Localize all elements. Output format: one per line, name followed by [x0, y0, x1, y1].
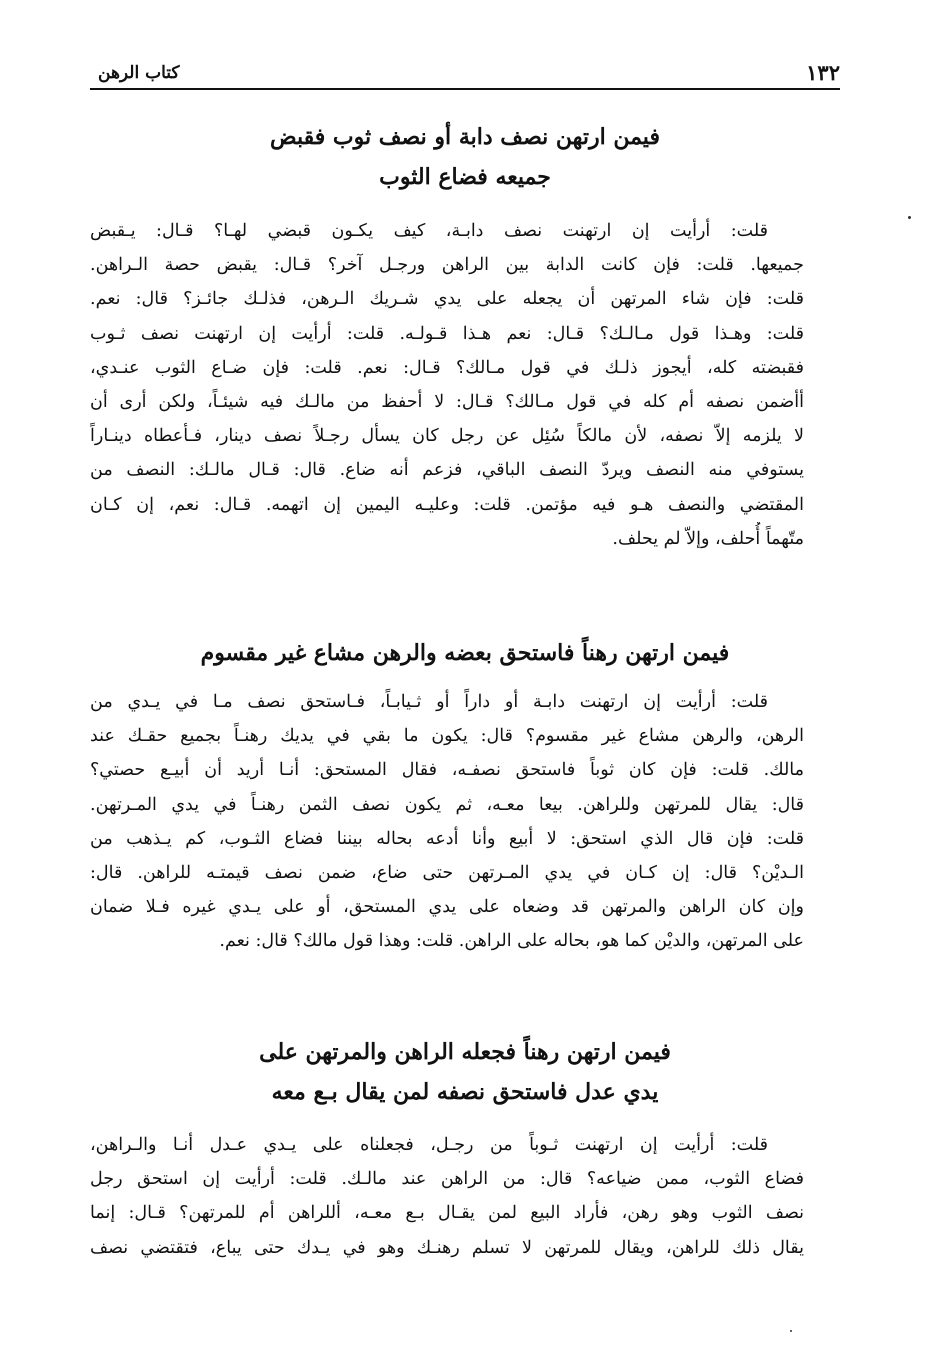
text-line: جميعها. قلت: فإن كانت الدابة بين الراهن ورجـل آخر؟ قـال: يقبض حصة الـراهن.	[90, 255, 804, 276]
section-3	[90, 1032, 840, 1265]
section-3-paragraph	[90, 1128, 840, 1265]
document-page	[90, 0, 840, 1361]
heading-line: فيمن ارتهن نصف دابة أو نصف ثوب فقبض	[270, 124, 660, 150]
section-1-heading	[90, 117, 840, 197]
section-3-heading	[90, 1032, 840, 1112]
text-line: قلت: أرأيت إن ارتهنت ثـوباً من رجـل، فجعلناه على يـدي عـدل أنـا والـراهن،	[90, 1135, 768, 1155]
section-1-paragraph	[90, 214, 840, 556]
text-line: لا يلزمه إلاّ نصفه، لأن مالكاً سُئِل عن رجل كان يسأل رجـلاً نصف دينار، فـأعطاه دينـاراً	[90, 426, 804, 447]
scan-speck	[790, 1330, 792, 1332]
text-line: نصف الثوب وهو رهن، فأراد البيع لمن يقـال بـع معـه، أللراهن أم للمرتهن؟ قـال: إنما	[90, 1203, 804, 1224]
text-line: مالك. قلت: فإن كان ثوباً فاستحق نصفـه، فقال المستحق: أنـا أريد أن أبيـع حصتي؟	[90, 760, 804, 781]
text-line: قلت: فإن قال الذي استحق: لا أبيع وأنا أدعه بحاله بيننا فضاع الثـوب، كم يـذهب من	[90, 828, 804, 849]
text-line: الرهن، والرهن مشاع غير مقسوم؟ قال: يكون ما بقي في يديك رهنـاً بجميع حقـك عند	[90, 726, 804, 747]
text-line: فقبضته كله، أيجوز ذلـك في قول مـالك؟ قـال: نعم. قلت: فإن ضـاع الثوب عنـدي،	[90, 357, 804, 378]
text-line: قال: يقال للمرتهن وللراهن. بيعا معـه، ثم يكون نصف الثمن رهنـاً في يدي المـرتهن.	[90, 794, 804, 815]
section-1	[90, 117, 840, 556]
heading-line: فيمن ارتهن رهناً فاستحق بعضه والرهن مشاع غير مقسوم	[200, 640, 730, 666]
text-line: الـديْن؟ قال: إن كـان في يدي المـرتهن حتى ضاع، ضمن نصف قيمتـه للراهن. قال:	[90, 863, 804, 884]
text-line: على المرتهن، والديْن كما هو، بحاله على الراهن. قلت: وهذا قول مالك؟ قال: نعم.	[219, 931, 804, 952]
scan-speck	[908, 216, 911, 219]
text-line: قلت: وهـذا قول مـالـك؟ قـال: نعم هـذا قـولـه. قلت: أرأيت إن ارتهنت نصف ثـوب	[90, 323, 804, 344]
section-2-paragraph	[90, 685, 840, 959]
running-header	[90, 58, 840, 90]
section-2	[90, 633, 840, 959]
text-line: وإن كان الراهن والمرتهن قد وضعاه على يدي المستحق، أو على يـدي غيره فـلا ضمان	[90, 897, 804, 918]
heading-line: فيمن ارتهن رهناً فجعله الراهن والمرتهن على	[259, 1039, 671, 1065]
book-title: كتاب الرهن	[98, 63, 180, 83]
page-number: ١٣٢	[806, 60, 840, 85]
text-line: فضاع الثوب، ممن ضياعه؟ قال: من الراهن عند مالـك. قلت: أرأيت إن استحق رجل	[90, 1169, 804, 1190]
heading-line: جميعه فضاع الثوب	[379, 164, 551, 190]
section-2-heading	[90, 633, 840, 673]
text-line: قلت: أرأيت إن ارتهنت نصف دابـة، كيف يكـون قبضي لهـا؟ قـال: يـقبض	[90, 221, 768, 241]
text-line: أأضمن نصفه أم كله في قول مـالك؟ قـال: لا أحفظ من مالـك فيه شيئـاً، ولكن أرى أن	[90, 392, 804, 413]
text-line: قلت: أرأيت إن ارتهنت دابـة أو داراً أو ثـيابـاً، فـاستحق نصف مـا في يـدي من	[90, 692, 768, 712]
text-line: يقال ذلك للراهن، ويقال للمرتهن لا تسلم رهنـك وهو في يـدك حتى يباع، فتقتضي نصف	[90, 1237, 804, 1258]
text-line: متّهماً أُحلف، وإلاّ لم يحلف.	[612, 528, 804, 549]
text-line: يستوفي منه النصف ويردّ النصف الباقي، فزعم أنه ضاع. قال: قـال مالـك: النصف من	[90, 460, 804, 481]
text-line: المقتضي والنصف هـو فيه مؤتمن. قلت: وعليـه اليمين إن اتهمه. قـال: نعم، إن كـان	[90, 494, 804, 515]
heading-line: يدي عدل فاستحق نصفه لمن يقال بـع معه	[271, 1079, 659, 1105]
text-line: قلت: فإن شاء المرتهن أن يجعله على يدي شـريك الـرهن، فذلـك جائـز؟ قال: نعم.	[90, 289, 804, 310]
